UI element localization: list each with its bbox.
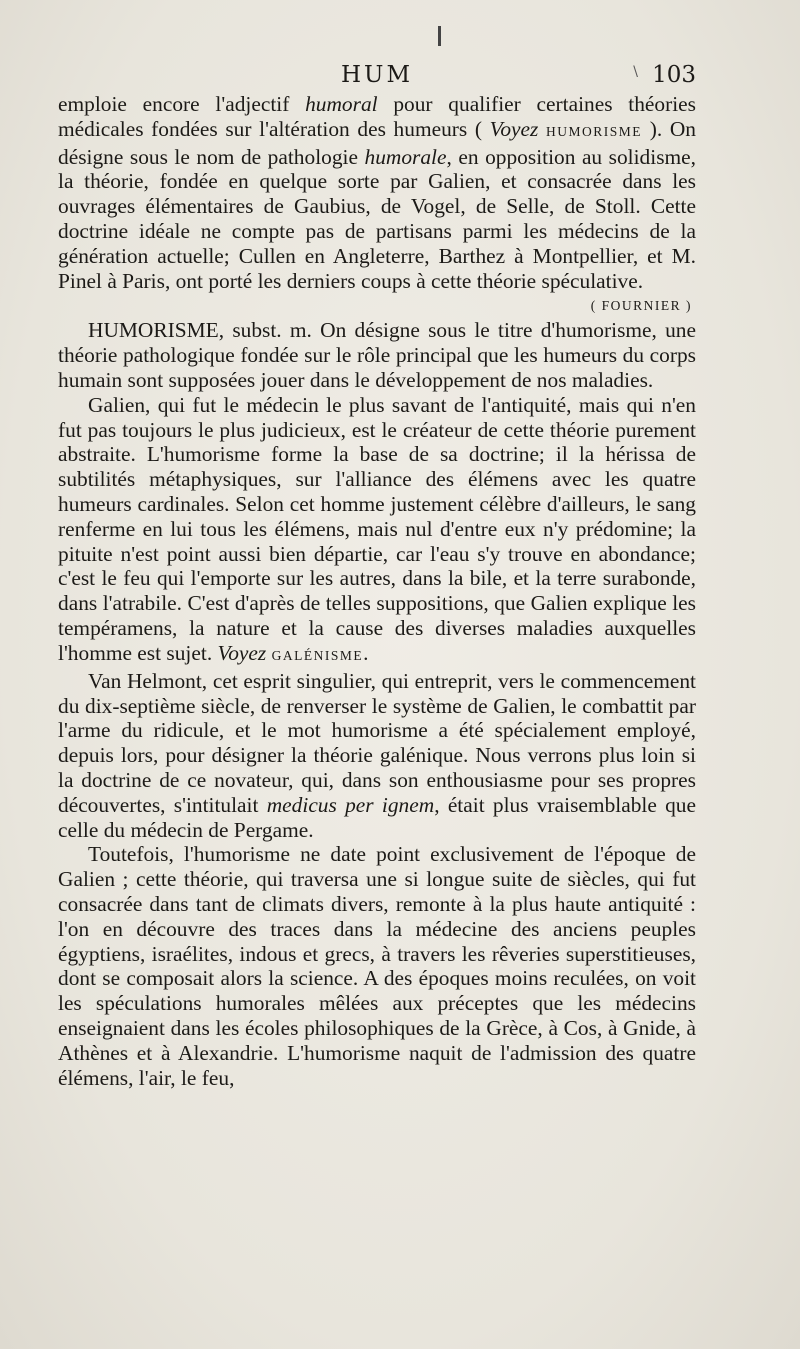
italic-text: humoral: [305, 92, 378, 116]
text-run: pour qualifier certaines théories médicales fondées sur l'altération des humeurs (: [58, 92, 696, 141]
running-head: HUM: [341, 62, 413, 88]
text-run: Galien, qui fut le médecin le plus savant de l'antiquité, mais qui n'en fut pas toujours le plus judicieux, est le créateur de cette théorie purement abstraite. L'humorisme forme la base de sa doctrine; il la hérissa de subtilités métaphysiques, sur l'alliance des élémens avec les quatre humeurs cardinales. Selon cet homme justement célèbre d'ailleurs, le sang renferme en lui tous les élémens, mais nul d'entre eux n'y prédomine; la pituite n'est point aussi bien départie, car l'eau s'y trouve en abondance; c'est le feu qui l'emporte sur les autres, dans la bile, et la terre surabonde, dans l'atrabile. C'est d'après de telles suppositions, que Galien explique les tempéramens, la nature et la cause des diverses maladies auxquelles l'homme est sujet.: [58, 392, 696, 665]
page-number: 103: [652, 62, 696, 88]
italic-text: Voyez: [217, 640, 267, 665]
text-run: emploie encore l'adjectif: [58, 92, 306, 116]
gutter-mark: [438, 26, 441, 46]
text-run: [538, 117, 546, 141]
body-text: [58, 92, 696, 1091]
cross-reference: GALÉNISME: [271, 647, 364, 663]
italic-text: Voyez: [489, 116, 539, 141]
author-signature: ( FOURNIER ): [590, 297, 692, 313]
italic-text: humorale: [364, 144, 447, 169]
text-run: , en opposition au solidisme, la théorie, fondée en quelque sorte par Galien, et consacrée dans les ouvrages élémentaires de Gaubius, de Vogel, de Selle, de Stoll. Cette doctrine idéale ne compte pas de partisans parmi les médecins de la génération actuelle; Cullen en Angleterre, Barthez à Montpellier, et M. Pinel à Paris, ont porté les derniers coups à cette théorie spéculative.: [58, 144, 697, 293]
text-run: Van Helmont, cet esprit singulier, qui entreprit, vers le commencement du dix-septième siècle, de renverser le système de Galien, le combattit par l'arme du ridicule, et le mot humorisme a été spécialement employé, depuis lors, pour désigner la théorie galénique. Nous verrons plus loin si la doctrine de ce novateur, qui, dans son enthousiasme pour ses propres découvertes, s'intitulait: [58, 668, 696, 817]
paragraph-p3: [58, 393, 696, 669]
text-run: Toutefois, l'humorisme ne date point exclusivement de l'époque de Galien ; cette théorie, qui traversa une si longue suite de siècles, qui fut consacrée dans tant de climats divers, remonte à la plus haute antiquité : l'on en découvre des traces dans la médecine des anciens peuples égyptiens, israélites, indous et grecs, à travers les rêveries superstitieuses, dont se composait alors la science. A des époques moins reculées, on voit les spéculations humorales mêlées aux préceptes que les médecins enseignaient dans les écoles philosophiques de la Grèce, à Cos, à Gnide, à Athènes et à Alexandrie. L'humorisme naquit de l'admission des quatre élémens, l'air, le feu,: [58, 842, 696, 1090]
paragraph-p2: [58, 318, 696, 392]
italic-text: medicus per ignem: [266, 792, 435, 817]
cross-reference: HUMORISME: [546, 123, 643, 139]
page-header: [58, 60, 696, 90]
paragraph-p4: [58, 669, 696, 843]
tick-mark: \: [633, 64, 638, 80]
text-run: , était plus vraisemblable que celle du médecin de Pergame.: [58, 792, 696, 842]
text-run: HUMORISME, subst. m. On désigne sous le titre d'humorisme, une théorie pathologique fondée sur le rôle principal que les humeurs du corps humain sont supposées jouer dans le développement de nos maladies.: [58, 318, 696, 392]
text-run: .: [363, 640, 369, 665]
paragraph-p5: [58, 842, 696, 1090]
text-run: ). On désigne sous le nom de pathologie: [58, 116, 696, 169]
paragraph-p1: [58, 92, 696, 318]
